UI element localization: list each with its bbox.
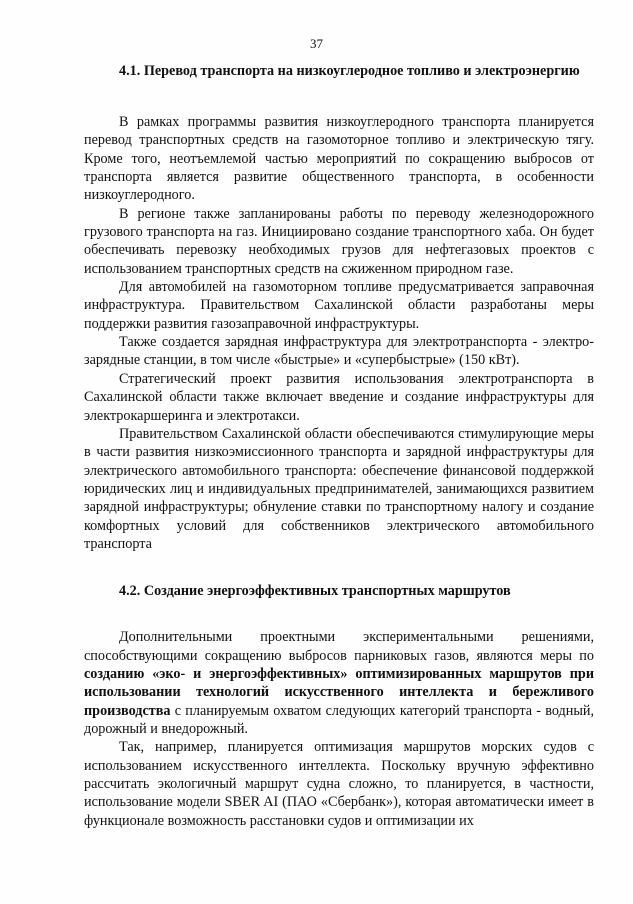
page-number: 37 bbox=[310, 36, 323, 51]
section-heading-4-1: 4.1. Перевод транспорта на низкоуглеродное топливо и электроэнергию bbox=[119, 63, 580, 79]
paragraph-2: В регионе также запланированы работы по переводу железнодорожного грузового транспорта на газ. Инициировано создание транспортного хаба. Он будет обеспечивать перевозку необходимых грузов для нефтегазовых проектов с использованием транспортных средств на сжиженном природном газе. bbox=[84, 205, 594, 277]
paragraph-5: Стратегический проект развития использования электротранспорта в Сахалинской области также включает введение и создание инфраструктуры для электрокаршеринга и электротакси. bbox=[84, 370, 594, 424]
paragraph-4: Также создается зарядная инфраструктура для электротранспорта - электро-зарядные станции, в том числе «быстрые» и «супербыстрые» (150 кВт). bbox=[84, 334, 594, 369]
paragraph-7 bbox=[84, 628, 594, 738]
paragraph-3: Для автомобилей на газомоторном топливе предусматривается заправочная инфраструктура. Правительством Сахалинской области разработаны меры поддержки развития газозаправочной инфраструктуры. bbox=[84, 279, 594, 332]
paragraph-1: В рамках программы развития низкоуглеродного транспорта планируется перевод транспортных средств на газомоторное топливо и электрическую тягу. Кроме того, неотъемлемой частью мероприятий по сокращению выбросов от транспорта является развитие общественного транспорта, в особенности низкоуглеродного. bbox=[84, 114, 594, 204]
paragraph-7-bold-text: созданию «эко- и энергоэффективных» оптимизированных маршрутов при использовании технологий искусственного интеллекта и бережливого производства bbox=[84, 665, 594, 719]
paragraph-6: Правительством Сахалинской области обеспечиваются стимулирующие меры в части развития низкоэмиссионного транспорта и зарядной инфраструктуры для электрического автомобильного транспорта: обеспечение финансовой поддержкой юридических лиц и индивидуальных предпринимателей, занимающихся развитием зарядной инфраструктуры; обнуление ставки по транспортному налогу и создание комфортных условий для собственников электрического автомобильного транспорта bbox=[84, 425, 594, 552]
paragraph-7-text-start: Дополнительными проектными экспериментальными решениями, способствующими сокращению выбросов парниковых газов, являются меры по bbox=[84, 629, 594, 664]
page-content bbox=[84, 62, 594, 830]
paragraph-7-text-end: с планируемым охватом следующих категорий транспорта - водный, дорожный и внедорожный. bbox=[84, 702, 594, 737]
section-heading-4-2: 4.2. Создание энергоэффективных транспортных маршрутов bbox=[119, 583, 511, 600]
paragraph-8: Так, например, планируется оптимизация маршрутов морских судов с использованием искусственного интеллекта. Поскольку вручную эффективно рассчитать экологичный маршрут судна сложно, то планируется, в частности, использование модели SBER AI (ПАО «Сбербанк»), которая автоматически имеет в функционале возможность расстановки судов и оптимизации их bbox=[84, 739, 594, 829]
